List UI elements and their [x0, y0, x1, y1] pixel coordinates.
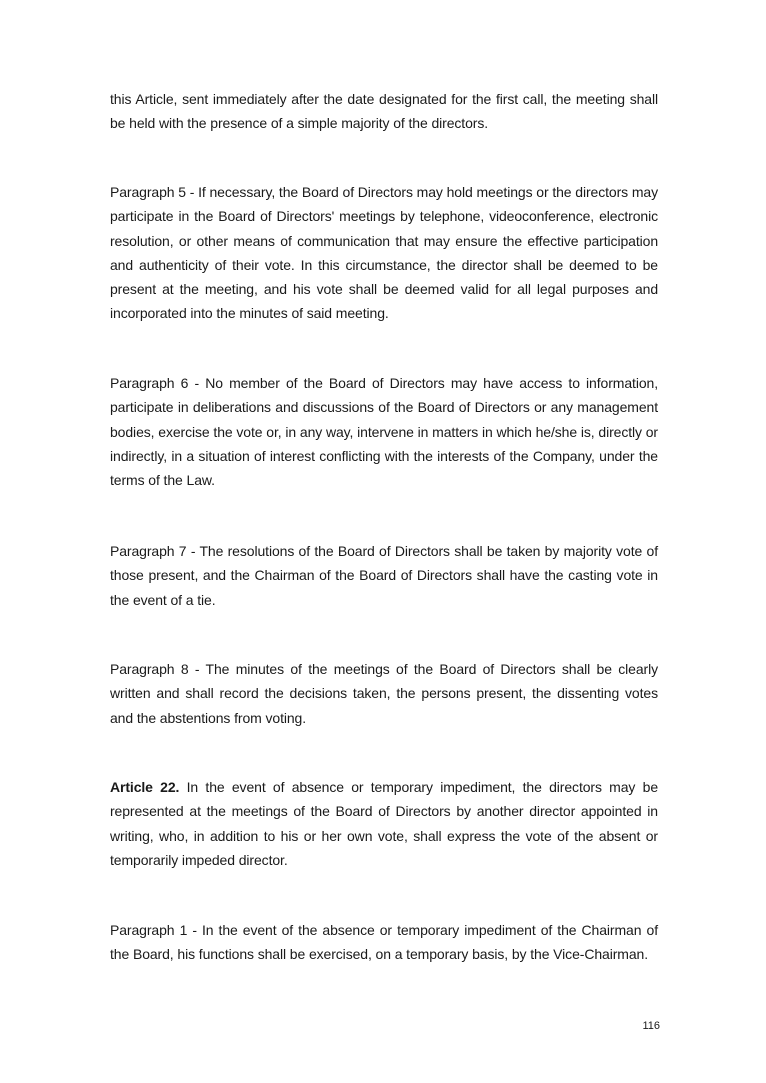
paragraph-text: Paragraph 1 - In the event of the absence or temporary impediment of the Chairman of the Board, his functions shall be exercised, on a temporary basis, by the Vice-Chairman. [110, 922, 658, 963]
paragraph-text: Paragraph 6 - No member of the Board of Directors may have access to information, participate in deliberations and discussions of the Board of Directors or any management bodies, exercise the vote or, in any way, intervene in matters in which he/she is, directly or indirectly, in a situation of interest conflicting with the interests of the Company, under the terms of the Law. [110, 375, 658, 489]
paragraph-text: this Article, sent immediately after the date designated for the first call, the meeting shall be held with the presence of a simple majority of the directors. [110, 91, 658, 132]
paragraph-1 [110, 918, 658, 967]
paragraph-text: Paragraph 8 - The minutes of the meetings of the Board of Directors shall be clearly written and shall record the decisions taken, the persons present, the dissenting votes and the abstentions from voting. [110, 661, 658, 726]
article-heading: Article 22. [110, 779, 180, 795]
paragraph-text: Paragraph 7 - The resolutions of the Board of Directors shall be taken by majority vote of those present, and the Chairman of the Board of Directors shall have the casting vote in the event of a tie. [110, 543, 658, 608]
article-22 [110, 775, 658, 872]
paragraph-article-continuation [110, 87, 658, 136]
paragraph-7 [110, 539, 658, 612]
page-number: 116 [642, 1020, 660, 1032]
paragraph-text: In the event of absence or temporary impediment, the directors may be represented at the meetings of the Board of Directors by another director appointed in writing, who, in addition to his or her own vote, shall express the vote of the absent or temporarily impeded director. [110, 779, 659, 868]
paragraph-8 [110, 657, 658, 730]
paragraph-text: Paragraph 5 - If necessary, the Board of Directors may hold meetings or the directors may participate in the Board of Directors' meetings by telephone, videoconference, electronic resolution, or other means of communication that may ensure the effective participation and authenticity of their vote. In this circumstance, the director shall be deemed to be present at the meeting, and his vote shall be deemed valid for all legal purposes and incorporated into the minutes of said meeting. [110, 184, 658, 322]
paragraph-6 [110, 371, 658, 492]
paragraph-5 [110, 180, 658, 326]
